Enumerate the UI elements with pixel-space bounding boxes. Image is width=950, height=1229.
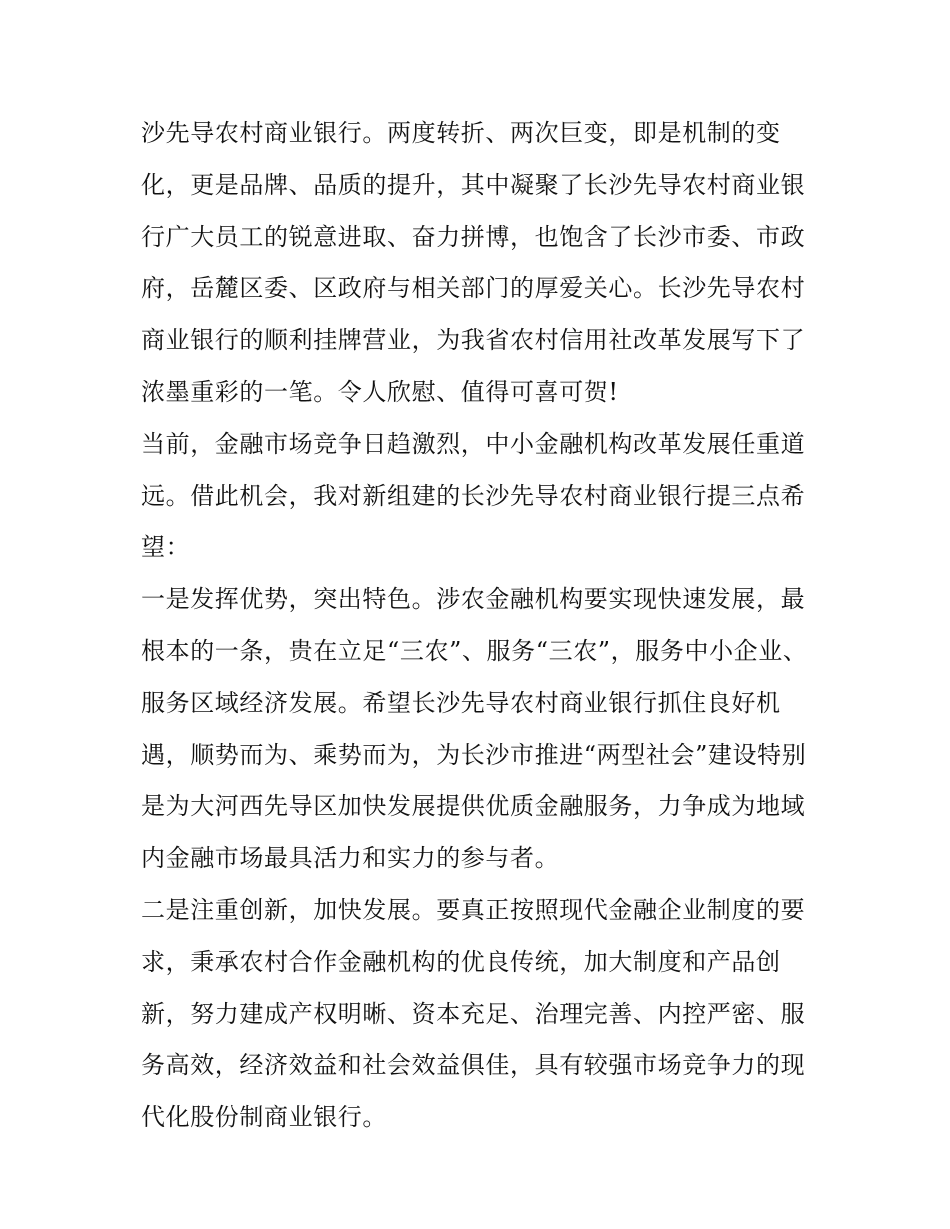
text-line: 浓墨重彩的一笔。令人欣慰、值得可喜可贺! [141,377,619,406]
text-line: 服务区域经济发展。希望长沙先导农村商业银行抓住良好机 [141,688,781,717]
text-line: 务高效，经济效益和社会效益俱佳，具有较强市场竞争力的现 [141,1051,806,1080]
paragraph-2 [141,419,813,574]
text-line: 内金融市场最具活力和实力的参与者。 [141,844,560,873]
text-line: 代化股份制商业银行。 [141,1103,387,1132]
paragraph-1 [141,108,813,419]
text-line: 望： [141,533,191,562]
text-line: 化，更是品牌、品质的提升，其中凝聚了长沙先导农村商业银 [141,170,806,199]
text-line: 沙先导农村商业银行。两度转折、两次巨变，即是机制的变 [141,119,781,147]
text-line: 求，秉承农村合作金融机构的优良传统，加大制度和产品创 [141,947,781,976]
text-line: 遇，顺势而为、乘势而为，为长沙市推进“两型社会”建设特别 [141,740,807,769]
paragraph-4 [141,885,813,1144]
text-line: 二是注重创新，加快发展。要真正按照现代金融企业制度的要 [141,895,806,924]
text-line: 行广大员工的锐意进取、奋力拼博，也饱含了长沙市委、市政 [141,222,806,251]
text-line: 一是发挥优势，突出特色。涉农金融机构要实现快速发展，最 [141,585,806,614]
text-line: 新，努力建成产权明晰、资本充足、治理完善、内控严密、服 [141,999,806,1028]
text-line: 远。借此机会，我对新组建的长沙先导农村商业银行提三点希 [141,481,806,510]
text-line: 根本的一条，贵在立足“三农”、服务“三农”，服务中小企业、 [141,636,808,665]
text-line: 当前，金融市场竞争日趋激烈，中小金融机构改革发展任重道 [141,429,806,458]
paragraph-3 [141,574,813,885]
text-line: 商业银行的顺利挂牌营业，为我省农村信用社改革发展写下了 [141,326,806,355]
text-line: 是为大河西先导区加快发展提供优质金融服务，力争成为地域 [141,792,806,821]
document-body [141,108,813,1144]
text-line: 府，岳麓区委、区政府与相关部门的厚爱关心。长沙先导农村 [141,274,806,303]
